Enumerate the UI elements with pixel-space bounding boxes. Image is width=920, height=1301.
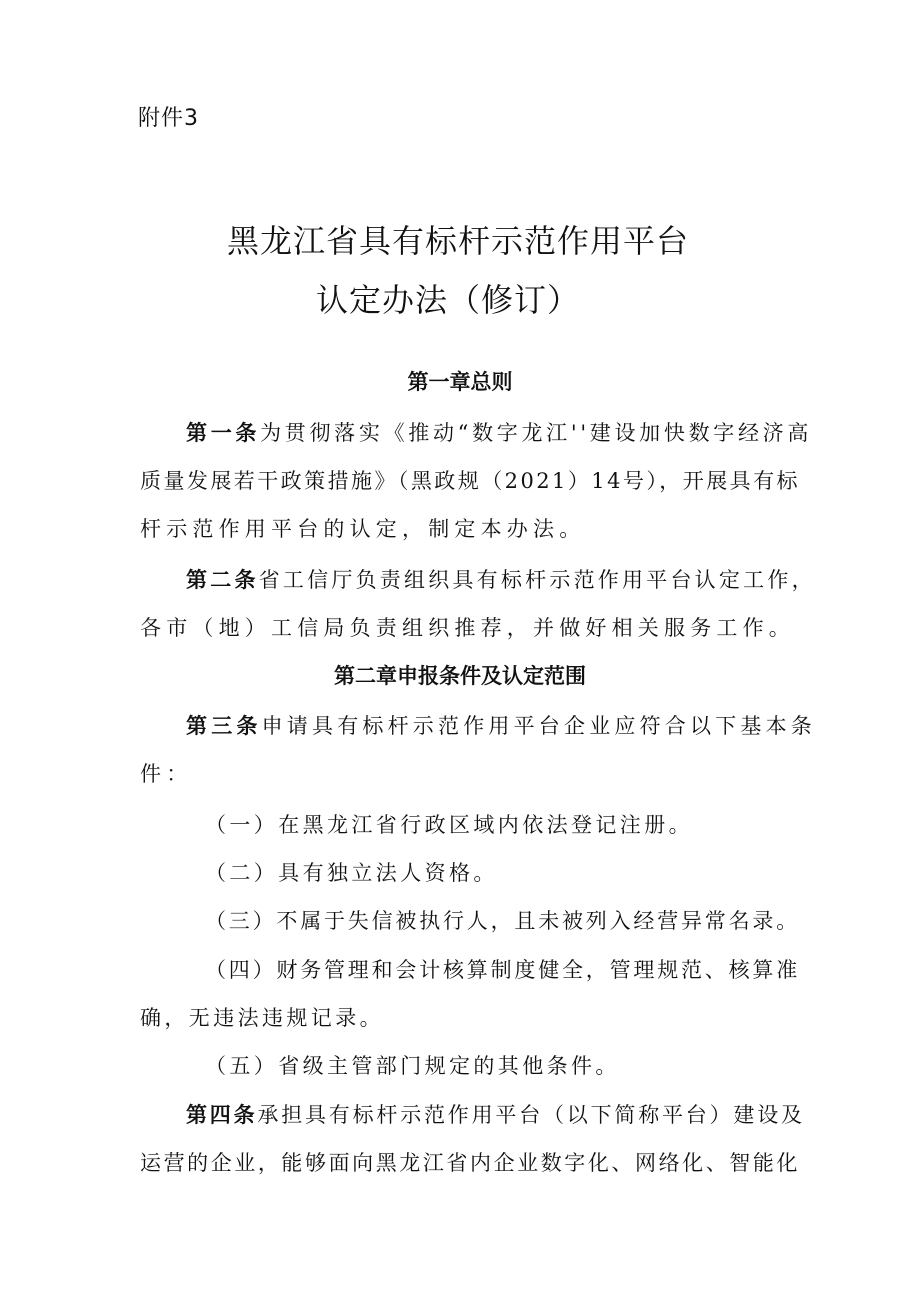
chapter-2-heading: 第二章申报条件及认定范围: [334, 664, 586, 688]
condition-item-4-continued: 确，无违法违规记录。: [140, 1006, 384, 1030]
article-3-first-line: [186, 711, 816, 741]
attachment-label: 附件3: [138, 106, 199, 131]
condition-item-2: （二）具有独立法人资格。: [205, 861, 498, 885]
article-3-text-line-1: 申请具有标杆示范作用平台企业应符合以下基本条: [261, 714, 816, 738]
chapter-1-heading: 第一章总则: [407, 370, 513, 394]
article-3-label: 第三条: [186, 714, 262, 738]
condition-item-4: （四）财务管理和会计核算制度健全，管理规范、核算准: [205, 958, 800, 982]
condition-item-1: （一）在黑龙江省行政区域内依法登记注册。: [205, 813, 693, 837]
article-4-first-line: [186, 1100, 805, 1130]
article-1-text-line-1: 为贯彻落实《推动“数字龙江''建设加快数字经济高: [260, 421, 813, 445]
article-1-text-line-2: 质量发展若干政策措施》（黑政规（2021）14号），开展具有标: [140, 469, 800, 493]
document-title-line-2: 认定办法（修订）: [315, 281, 580, 319]
article-2-first-line: [186, 565, 816, 595]
article-2-label: 第二条: [186, 568, 259, 592]
document-title-line-1: 黑龙江省具有标杆示范作用平台: [226, 222, 689, 260]
article-1-text-line-3: 杆示范作用平台的认定，制定本办法。: [140, 517, 586, 541]
condition-item-5: （五）省级主管部门规定的其他条件。: [205, 1054, 620, 1078]
article-4-text-line-2: 运营的企业，能够面向黑龙江省内企业数字化、网络化、智能化: [140, 1151, 800, 1175]
article-2-text-line-1: 省工信厅负责组织具有标杆示范作用平台认定工作，: [258, 568, 816, 592]
article-4-label: 第四条: [186, 1103, 258, 1127]
article-1-label: 第一条: [186, 421, 261, 445]
article-2-text-line-2: 各市（地）工信局负责组织推荐，并做好相关服务工作。: [140, 616, 795, 640]
condition-item-3: （三）不属于失信被执行人，且未被列入经营异常名录。: [205, 909, 800, 933]
article-1-first-line: [186, 418, 812, 448]
article-4-text-line-1: 承担具有标杆示范作用平台（以下简称平台）建设及: [257, 1103, 805, 1127]
article-3-text-line-2: 件：: [140, 762, 193, 786]
